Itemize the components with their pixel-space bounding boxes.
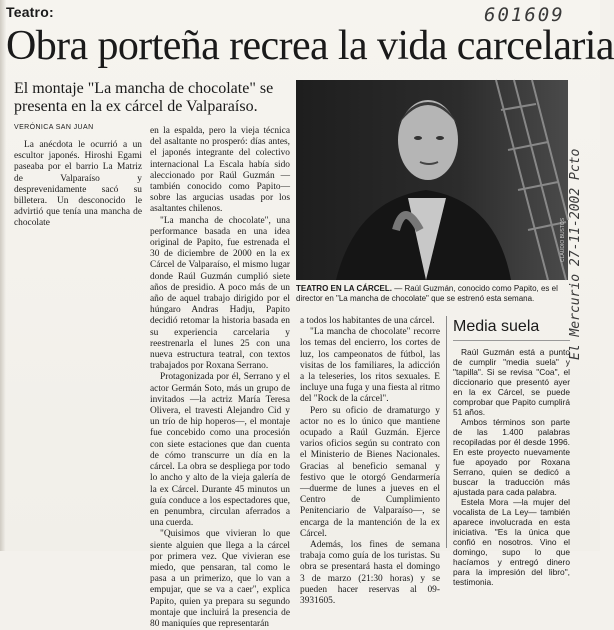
caption-text: — Raúl Guzmán, conocido como Papito, es el director en "La mancha de chocolate" que se estrenó esta semana. [296, 284, 558, 303]
paragraph: en la espalda, pero la vieja técnica del asaltante no prosperó: días antes, el japonés integrante del colectivo internacional La Escala había sido aleccionado por Raúl Guzmán —también conocido como Papito— sobre las argucias usadas por los asaltantes chilenos. [150, 126, 290, 215]
section-label: Teatro: [6, 4, 54, 20]
photo-caption [296, 284, 568, 304]
byline: VERÓNICA SAN JUAN [14, 124, 94, 131]
article-photo [296, 80, 568, 280]
article-column-1 [14, 140, 142, 230]
paragraph: Raúl Guzmán está a punto de cumplir "media suela" y "tapilla". Si se revisa "Coa", el diccionario que presentó ayer en la ex Cárcel, se puede comprobar que Papito cumplirá 51 años. [453, 347, 570, 417]
headline: Obra porteña recrea la vida carcelaria [6, 23, 614, 69]
photo-credit: CLAUDIO BUSTOS [560, 217, 566, 262]
paragraph: La anécdota le ocurrió a un escultor japonés. Hiroshi Egami paseaba por el barrio La Matriz de Valparaíso y desprevenidamente sacó su billetera. Un desconocido le advirtió que tenía una mancha de chocolate [14, 140, 142, 229]
sidebar-body [453, 347, 570, 587]
paragraph: Pero su oficio de dramaturgo y actor no es lo único que mantiene ocupado a Raúl Guzmán. Ejerce varios oficios según su contrato con el Ministerio de Bienes Nacionales. Gracias al beneficio semanal y festivo que le otorgó Gendarmería —duerme de lunes a jueves en el Centro de Cumplimiento Penitenciario de Valparaíso—, se encarga de la mantención de la ex Cárcel. [300, 405, 440, 539]
paragraph: "La mancha de chocolate" recorre los temas del encierro, los cortes de luz, los campeonatos de fútbol, las visitas de los familiares, la adicción a la teleseries, los ritos sexuales. E incluye una fuga y una fiesta al ritmo del "Rock de la cárcel". [300, 327, 440, 405]
handwritten-source-note: El Mercurio 27-11-2002 Pcto [568, 148, 583, 360]
paragraph: Estela Mora —la mujer del vocalista de La Ley— también aparece involucrada en esta iniciativa. "Es la única que confió en nosotros. Vino el domingo, supo lo que hacíamos y entregó dinero para la impresión del libro", testimonia. [453, 497, 570, 587]
scan-edge-shadow [0, 0, 6, 551]
deck-subtitle: El montaje "La mancha de chocolate" se presenta en la ex cárcel de Valparaíso. [14, 80, 274, 115]
paragraph: a todos los habitantes de una cárcel. [300, 316, 435, 326]
caption-label: TEATRO EN LA CÁRCEL. [296, 284, 392, 293]
paragraph: Además, los fines de semana trabaja como guía de los turistas. Su obra se presentará hasta el domingo 3 de marzo (21:30 horas) y se pueden hacer reservas al 09-3931605. [300, 540, 440, 607]
article-column-3 [300, 316, 440, 607]
photo-portrait-man [296, 80, 568, 280]
paragraph: Ambos términos son parte de las 1.400 palabras recopiladas por él desde 1996. En este proyecto nuevamente fue apoyado por Roxana Serrano, quien se dedicó a buscar la traducción más ajustada para cada palabra. [453, 417, 570, 497]
paragraph: Protagonizada por él, Serrano y el actor Germán Soto, más un grupo de invitados —la actriz María Teresa Olivera, el travesti Alejandro Cid y un trío de hip hoperos—, el montaje fue concebido como una procesión con siete estaciones que dan cuenta de cómo transcurre un día en la cárcel. La obra se despliega por todo lo ancho y alto de la vieja galería de la ex Cárcel. Durante 45 minutos un guía conduce a los espectadores que, en penumbra, circulan aferrados a una cuerda. [150, 372, 290, 529]
article-column-2 [150, 126, 290, 629]
paragraph: "La mancha de chocolate", una performance basada en una idea original de Papito, fue estrenada el 30 de diciembre de 2000 en la ex Cárcel de Valparaíso, el mismo lugar donde Raúl Guzmán cumplió siete años de presidio. A poco más de un año de aquel trabajo dirigido por el húngaro Andras Hadju, Papito decidió retomar la historia basada en su experiencia carcelaria y reestrenarla el lunes 25 con una nueva estructura teatral, con textos trabajados por Roxana Serrano. [150, 215, 290, 372]
sidebar-title: Media suela [453, 318, 570, 341]
handwritten-archive-number: 601609 [484, 4, 565, 26]
paragraph: "Quisimos que vivieran lo que siente alguien que llega a la cárcel por primera vez. Que vivieran ese miedo, que pensaran, tal como le pasa a un primerizo, que lo van a empujar, que se va a caer", explica Papito, quien ya prepara su segundo montaje que incluirá la presencia de 80 maniquíes que representarán [150, 529, 290, 629]
sidebar-box [446, 316, 570, 587]
